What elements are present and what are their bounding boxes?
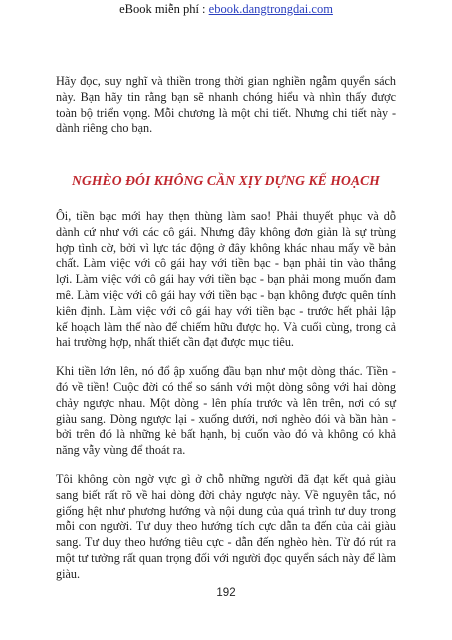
- header-prefix: eBook miễn phí :: [119, 2, 209, 16]
- page-header: [0, 2, 452, 16]
- page-content: [56, 74, 396, 596]
- body-paragraph-1: Ôi, tiền bạc mới hay thẹn thùng làm sao! Phải thuyết phục và dỗ dành cứ như với các cô gái. Nhưng đây không đơn giản là sự trùng hợp tình cờ, bởi vì lực tác động ở đây không khác nhau mấy về bản chất. Làm việc với cô gái hay với tiền bạc - bạn phải tin vào thắng lợi. Làm việc với cô gái hay với tiền bạc - bạn phải mong muốn đam mê. Làm việc với cô gái hay với tiền bạc - bạn không được quên tính kiên định. Làm việc với cô gái hay với tiền bạc - trước hết phải lập kế hoạch làm thế nào để chiếm hữu được họ. Và cuối cùng, trong cả hai trường hợp, nhất thiết cần đạt được mục tiêu.: [56, 208, 396, 350]
- page-number: 192: [216, 587, 236, 599]
- body-paragraph-2: Khi tiền lớn lên, nó đổ ập xuống đầu bạn như một dòng thác. Tiền - đó về tiền! Cuộc đời có thể so sánh với một dòng sông với hai dòng chảy ngược nhau. Một dòng - lên phía trước và lên trên, nơi có sự giàu sang. Dòng ngược lại - xuống dưới, nơi nghèo đói và bần hàn - bởi trên đó là những kẻ bất hạnh, bị cuốn vào đó và không có khả năng vẫy vùng để thoát ra.: [56, 364, 396, 458]
- chapter-title: NGHÈO ĐÓI KHÔNG CẦN XỊY DỰNG KẾ HOẠCH: [72, 173, 380, 189]
- intro-paragraph: Hãy đọc, suy nghĩ và thiền trong thời gian nghiền ngẫm quyển sách này. Bạn hãy tin rằng bạn sẽ nhanh chóng hiểu và nhìn thấy được toàn bộ triển vọng. Mỗi chương là một chi tiết. Nhưng chi tiết này - dành riêng cho bạn.: [56, 74, 396, 136]
- header-website-link[interactable]: ebook.dangtrongdai.com: [208, 2, 333, 16]
- body-paragraph-3: Tôi không còn ngờ vực gì ở chỗ những người đã đạt kết quả giàu sang biết rất rõ về hai dòng đời chảy ngược này. Về nguyên tắc, nó giống hệt như phương hướng và nội dung của quá trình tư duy trong mỗi con người. Tư duy theo hướng tích cực dẫn ta đến của cải giàu sang. Tư duy theo hướng tiêu cực - dẫn đến nghèo hèn. Từ đó rút ra một tư tưởng rất quan trọng đối với người đọc quyển sách này để làm giàu.: [56, 471, 396, 581]
